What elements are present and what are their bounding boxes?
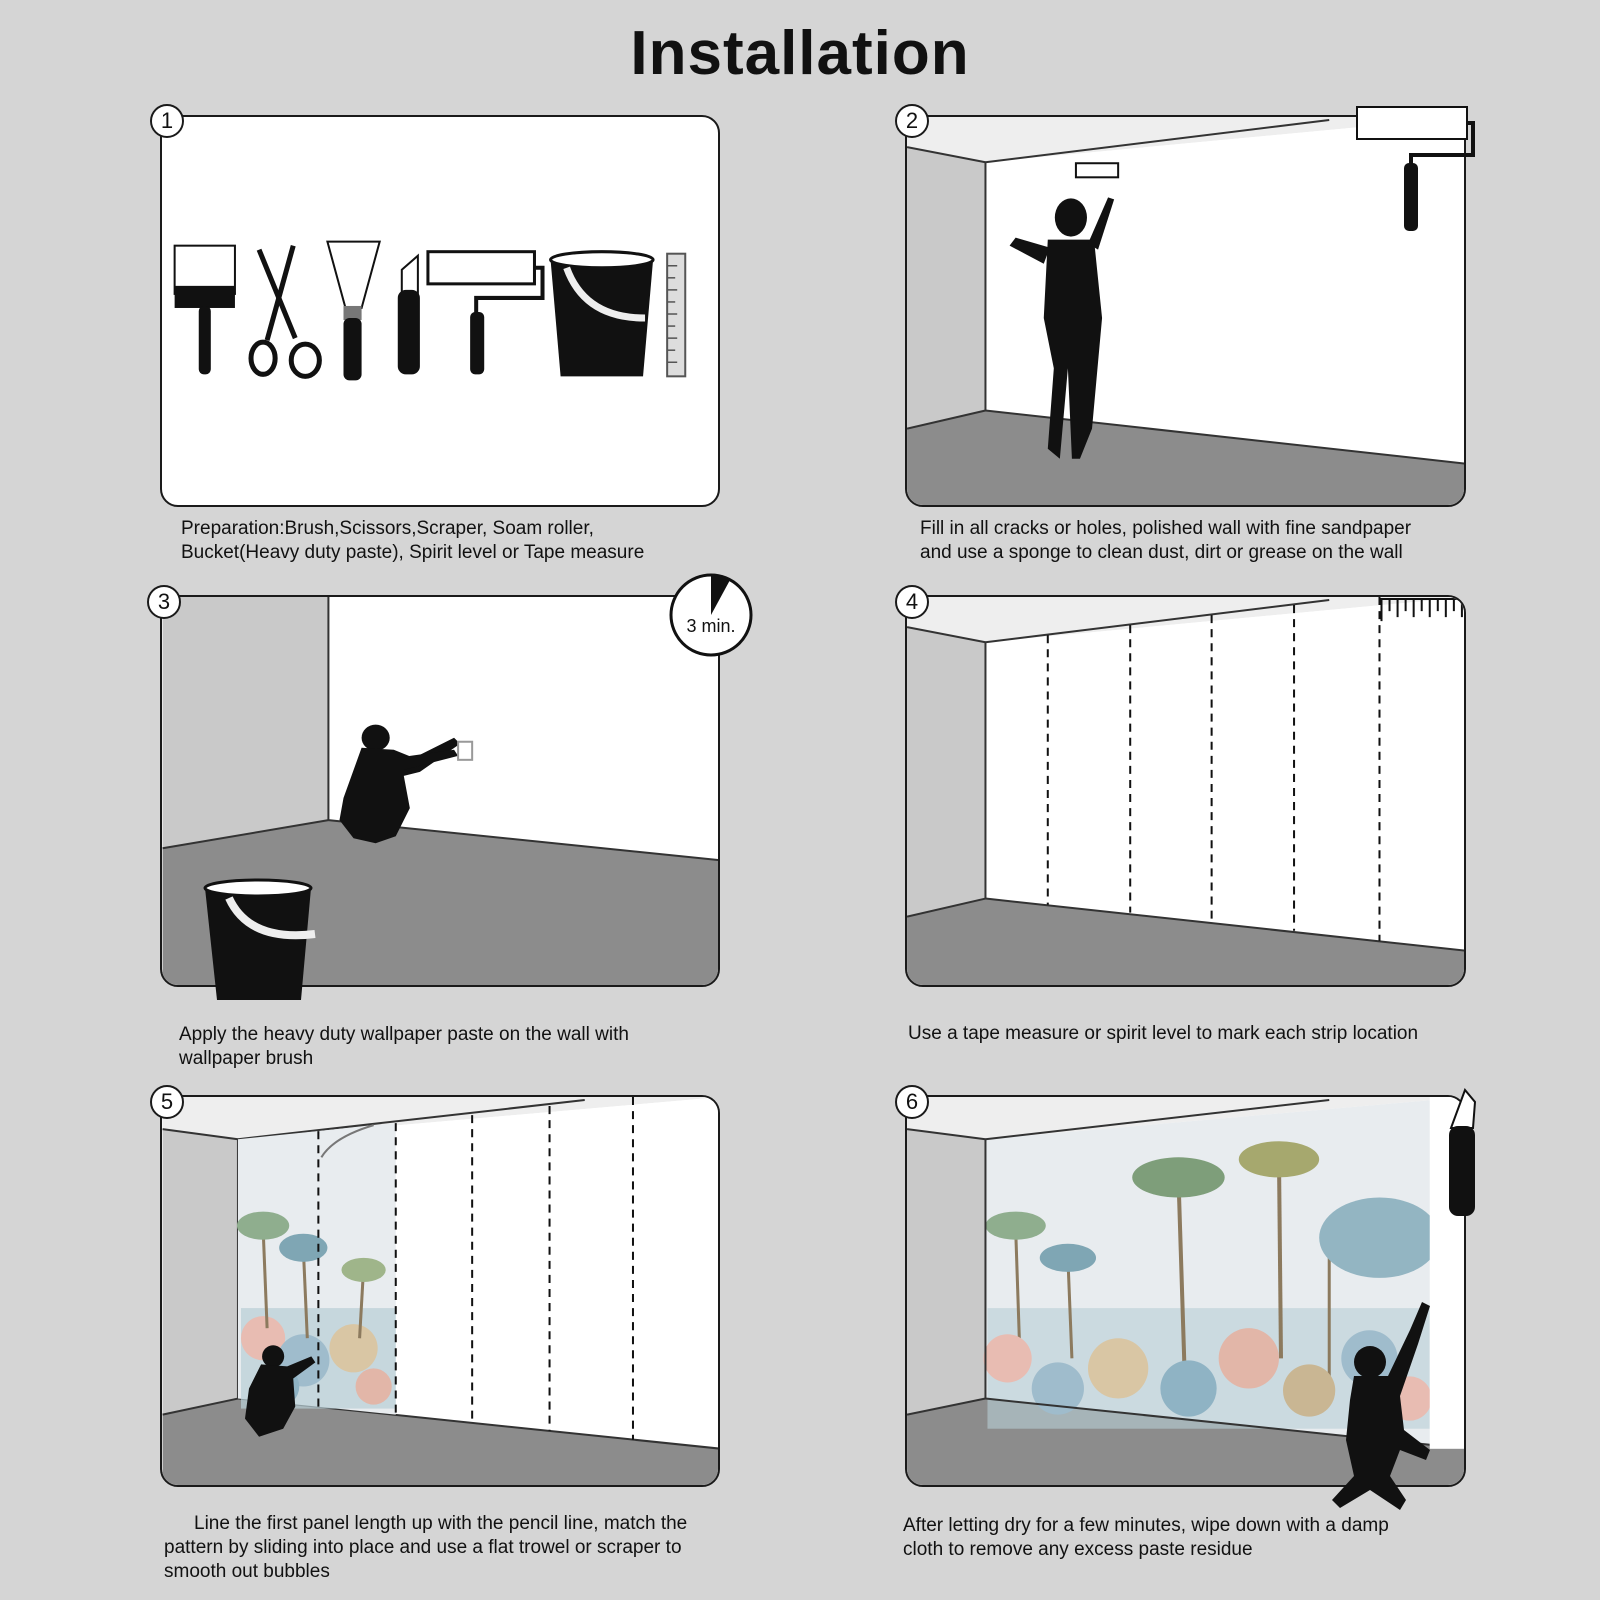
- step-3-caption: [179, 1023, 629, 1071]
- step-4-caption: [908, 1022, 1418, 1046]
- back-wall: [985, 597, 1466, 951]
- step-6-caption-line-1: After letting dry for a few minutes, wipe down with a damp: [903, 1515, 1389, 1536]
- step-1-panel: [160, 115, 720, 507]
- side-wall: [907, 627, 985, 916]
- step-1-caption-line-1: Preparation:Brush,Scissors,Scraper, Soam roller,: [181, 518, 594, 539]
- scissors-icon: [251, 246, 319, 377]
- step-2-badge: 2: [895, 104, 929, 138]
- step-3-badge: 3: [147, 585, 181, 619]
- timer-label: 3 min.: [686, 616, 736, 636]
- side-wall: [907, 1129, 985, 1414]
- paint-roller-icon: [1355, 105, 1475, 235]
- timer-icon: [668, 572, 754, 658]
- step-5-panel: [160, 1095, 720, 1487]
- step-5-badge: 5: [150, 1085, 184, 1119]
- tools-illustration: [162, 117, 720, 507]
- knife-icon: [1445, 1088, 1479, 1218]
- step-5-caption-line-1: Line the first panel length up with the pencil line, match the: [194, 1513, 688, 1534]
- bucket-icon: [203, 878, 319, 1003]
- knife-icon: [398, 256, 420, 375]
- step-1-caption: [181, 517, 644, 565]
- step-4-panel: [905, 595, 1466, 987]
- room-hanging-illustration: [162, 1097, 720, 1487]
- step-5-caption-cont: [164, 1536, 682, 1584]
- side-wall: [907, 147, 985, 428]
- step-6-caption-line-2: cloth to remove any excess paste residue: [903, 1539, 1253, 1560]
- ruler-icon: [667, 254, 685, 377]
- side-wall: [163, 597, 329, 848]
- step-4-badge: 4: [895, 585, 929, 619]
- brush-icon: [175, 246, 235, 375]
- room-marking-illustration: [907, 597, 1466, 987]
- step-6-badge: 6: [895, 1085, 929, 1119]
- scraper-icon: [327, 242, 379, 381]
- side-wall: [163, 1129, 238, 1414]
- step-2-caption-line-1: Fill in all cracks or holes, polished wall with fine sandpaper: [920, 518, 1412, 539]
- step-5-caption: [164, 1512, 687, 1536]
- step-2-caption: [920, 517, 1411, 565]
- step-6-caption: [903, 1514, 1389, 1562]
- person-silhouette: [1330, 1300, 1438, 1515]
- step-5-caption-line-3: smooth out bubbles: [164, 1561, 330, 1582]
- page-title: Installation: [630, 19, 970, 88]
- paint-roller-icon: [428, 252, 543, 375]
- bucket-icon: [551, 252, 654, 377]
- step-2-caption-line-2: and use a sponge to clean dust, dirt or grease on the wall: [920, 542, 1403, 563]
- step-3-caption-line-1: Apply the heavy duty wallpaper paste on the wall with: [179, 1024, 629, 1045]
- step-5-caption-line-2: pattern by sliding into place and use a flat trowel or scraper to: [164, 1537, 682, 1558]
- step-1-badge: 1: [150, 104, 184, 138]
- step-4-caption-line-1: Use a tape measure or spirit level to mark each strip location: [908, 1023, 1419, 1044]
- step-1-caption-line-2: Bucket(Heavy duty paste), Spirit level or Tape measure: [181, 542, 645, 563]
- step-3-caption-line-2: wallpaper brush: [179, 1048, 314, 1069]
